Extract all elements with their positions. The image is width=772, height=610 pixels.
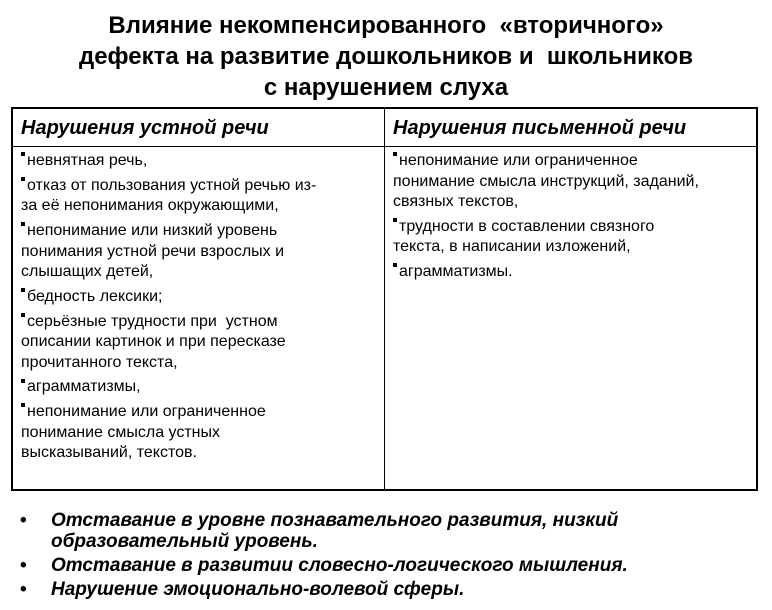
bullet-icon: • bbox=[20, 510, 27, 531]
list-item: трудности в составлении связного текста, в написании изложений, bbox=[393, 217, 655, 256]
oral-speech-list bbox=[21, 151, 377, 468]
header-oral-speech: Нарушения устной речи bbox=[21, 117, 269, 139]
bullet-icon bbox=[393, 152, 397, 156]
title-line-2: дефекта на развитие дошкольников и школьников bbox=[78, 43, 694, 70]
column-divider bbox=[384, 109, 385, 489]
title-line-1: Влияние некомпенсированного «вторичного» bbox=[108, 12, 664, 39]
conclusion-item: • Отставание в развитии словесно-логического мышления. bbox=[20, 555, 628, 576]
page-title bbox=[0, 10, 772, 103]
list-item: серьёзные трудности при устном описании картинок и при пересказе прочитанного текста, bbox=[21, 312, 286, 371]
bullet-icon: • bbox=[20, 555, 27, 576]
list-item: бедность лексики; bbox=[21, 287, 377, 308]
bullet-icon bbox=[21, 379, 25, 383]
comparison-table bbox=[11, 107, 758, 491]
bullet-icon: • bbox=[20, 579, 27, 600]
list-item: непонимание или ограниченное понимание смысла инструкций, заданий, связных текстов, bbox=[393, 152, 699, 210]
header-written-speech: Нарушения письменной речи bbox=[393, 117, 687, 139]
written-speech-list bbox=[393, 151, 753, 287]
list-item: непонимание или ограниченное понимание смысла устных высказываний, текстов. bbox=[21, 403, 266, 462]
list-item: непонимание или низкий уровень понимания устной речи взрослых и слышащих детей, bbox=[21, 222, 285, 281]
bullet-icon bbox=[21, 222, 25, 226]
list-item: аграмматизмы. bbox=[393, 262, 753, 283]
conclusion-item: • Нарушение эмоционально-волевой сферы. bbox=[20, 579, 465, 600]
list-item: невнятная речь, bbox=[21, 151, 377, 172]
list-item: аграмматизмы, bbox=[21, 377, 377, 398]
bullet-icon bbox=[21, 403, 25, 407]
bullet-icon bbox=[21, 313, 25, 317]
bullet-icon bbox=[393, 263, 397, 267]
list-item: отказ от пользования устной речью из- за её непонимания окружающими, bbox=[21, 176, 317, 215]
bullet-icon bbox=[21, 288, 25, 292]
conclusions-list bbox=[0, 510, 628, 603]
bullet-icon bbox=[21, 177, 25, 181]
title-line-3: с нарушением слуха bbox=[263, 74, 509, 101]
header-divider bbox=[13, 146, 756, 147]
bullet-icon bbox=[21, 152, 25, 156]
conclusion-item: • Отставание в уровне познавательного развития, низкий образовательный уровень. bbox=[20, 510, 619, 552]
bullet-icon bbox=[393, 218, 397, 222]
